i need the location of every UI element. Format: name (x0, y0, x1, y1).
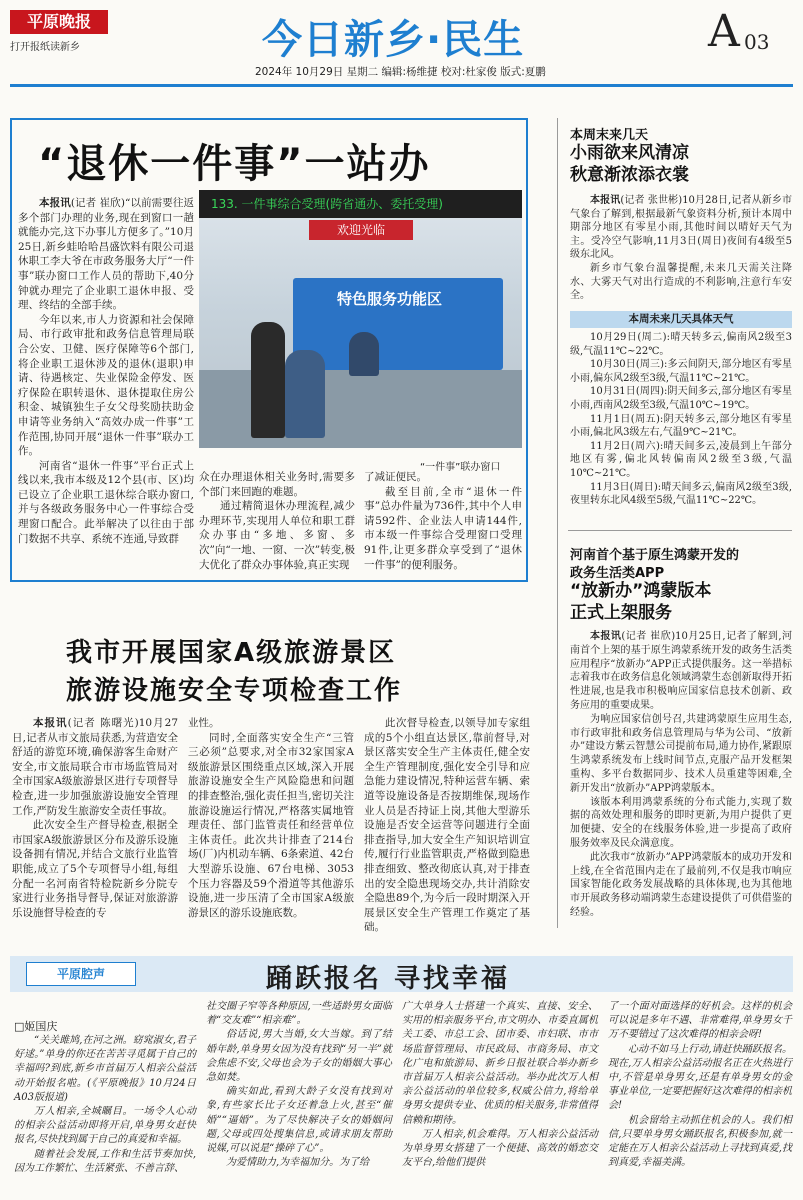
app-headline-1: “放新办”鸿蒙版本 (570, 581, 712, 601)
lead-column-1 (18, 196, 194, 546)
staff-figure (251, 322, 285, 438)
reporter: (记者 张世彬) (620, 195, 683, 206)
column-col-1 (14, 1034, 196, 1176)
column-col-3 (402, 1000, 598, 1170)
logo-slogan: 打开报纸读新乡 (10, 42, 80, 53)
newspaper-logo: 平原晚报 (10, 10, 108, 34)
lead-photo (199, 190, 522, 448)
app-paragraph (570, 630, 792, 713)
divider (568, 530, 792, 531)
app-body (570, 630, 792, 920)
column-paragraph: 心动不如马上行动,请赶快踊跃报名。现在,万人相亲公益活动报名正在火热进行中,不管是单身男女,还是有单身男女的金事业单位,一定要把握好这次难得的相亲机会! (608, 1043, 792, 1112)
app-paragraph: 该版本利用鸿蒙系统的分布式能力,实现了数据的高效处理和服务的即时更新,为用户提供了更加便捷、安全的在线服务体验,进一步提高了政府服务效率及民众满意度。 (570, 796, 792, 849)
scenic-paragraph: 此次安全生产督导检查,根据全市国家A级旅游景区分布及游乐设施设备拥有情况,并结合文旅行业监管职能,成立了5个专项督导小组,每组分配一名河南省特检院新乡分院专家进行业务指导督导,保证对旅游游乐设施督导检查的专 (12, 819, 178, 919)
byline: 本报讯 (590, 631, 622, 642)
column-col-2 (206, 1000, 392, 1170)
column-paragraph: “关关雎鸠,在河之洲。窈窕淑女,君子好逑。”单身的你还在苦苦寻觅属于自己的幸福吗?到底,新乡市首届万人相亲公益活动开始报名啦。(《平原晚报》10月24日A03版报道) (14, 1035, 196, 1103)
lead-paragraph: 截至目前,全市“退休一件事”总办件量为736件,其中个人申请592件、企业法人申请144件,市本级一件事综合受理窗口受理91件,让更多群众享受到了“退休一件事”的便利服务。 (364, 485, 522, 571)
section-title: 今日新乡·民生 (262, 17, 525, 63)
lead-paragraph: 今年以来,市人力资源和社会保障局、市行政审批和政务信息管理局联合公安、卫健、医疗保障等6个部门,将企业职工退休涉及的退休(退职)申请、待遇核定、失业保险金停发、医疗保险在职转退休、退休提取住房公积金、城镇独生子女父母奖励扶助金申请等业务纳入“高效办成一件事”工作范围,协同开展“退休一件事”联办工作。 (18, 313, 194, 458)
lead-column-3 (364, 470, 522, 572)
masthead (0, 0, 803, 88)
app-subhead-1: 河南首个基于原生鸿蒙开发的 (570, 548, 740, 563)
issue-meta: 2024年 10月29日 星期二 编辑:杨维捷 校对:杜家俊 版式:夏鹏 (255, 66, 546, 78)
lead-paragraph: 了减证便民。 (364, 471, 427, 483)
column-paragraph: 了一个面对面选择的好机会。这样的机会可以说是多年不遇、非常难得,单身男女千万不要错过了这次难得的相亲会呀! (608, 1001, 792, 1041)
app-subhead-2: 政务生活类APP (570, 566, 665, 581)
column-rule (557, 118, 558, 928)
app-headline-2: 正式上架服务 (570, 603, 672, 623)
weather-days (570, 331, 792, 508)
column-author: □姬国庆 (14, 1020, 58, 1033)
scenic-paragraph: 此次督导检查,以领导加专家组成的5个小组直达景区,靠前督导,对景区落实安全生产主体责任,健全安全生产管理制度,强化安全引导和应急能力建设情况,特种运营车辆、索道等设施设备是否按期维保,现场作业人员是否持证上岗,其他大型游乐设施是否安全运营等问题进行全面排查指导,加大安全生产知识培训宣传,履行行业监管职责,严格做到隐患排查细致、整改彻底认真,对于排查出的安全隐患现场交办,共计消除安全隐患89个,为今后一段时期深入开展景区安全生产管理工作奠定了基础。 (364, 717, 530, 934)
app-paragraph: 为响应国家信创号召,共建鸿蒙原生应用生态,市行政审批和政务信息管理局与华为公司、“放新办”建设方紫云智慧公司提前布局,通力协作,紧跟原生鸿蒙系统发布上线时间节点,克服产品开发框架重构、多平台数据同步、技术人员重建等困难,全新开发出“放新办”APP鸿蒙版本。 (570, 713, 792, 794)
service-counter (199, 370, 522, 448)
scenic-column-3 (364, 716, 530, 935)
page-letter: A (708, 6, 740, 57)
scenic-headline-1: 我市开展国家A级旅游景区 (66, 638, 397, 668)
lead-paragraph: 通过精简退休办理流程,减少办理环节,实现用人单位和职工群众办事由“多地、多窗、多次”向“一地、一窗、一次”转变,极大优化了群众办事体验,真正实现 (199, 500, 355, 571)
weather-day: 10月29日(周二):晴天转多云,偏南风2级至3级,气温11℃~22℃。 (570, 332, 792, 357)
reporter: (记者 崔欣) (70, 197, 125, 209)
column-paragraph: 社交圈子窄等各种原因,一些适龄男女面临着“交友难”“相亲难”。 (206, 1001, 392, 1027)
weather-day: 11月1日(周五):阴天转多云,部分地区有零星小雨,偏北风3级左右,气温9℃~21℃。 (570, 413, 792, 439)
reporter: (记者 崔欣) (621, 631, 676, 642)
welcome-sign: 欢迎光临 (309, 220, 413, 240)
lead-column-2 (199, 470, 355, 572)
masthead-rule (10, 84, 793, 87)
weather-headline-2: 秋意渐浓添衣裳 (570, 165, 689, 185)
column-col-4 (608, 1000, 792, 1170)
led-sign: 133. 一件事综合受理(跨省通办、委托受理) (199, 190, 522, 218)
scenic-headline-2: 旅游设施安全专项检查工作 (66, 676, 403, 706)
column-paragraph: 万人相亲,全城瞩目。一场令人心动的相亲公益活动即将开启,单身男女赶快报名,尽快找到属于自己的真爱和幸福。 (14, 1106, 196, 1146)
citizen-figure (285, 350, 325, 438)
weather-headline-1: 小雨欲来风清凉 (570, 143, 689, 163)
app-paragraph: 此次我市“放新办”APP鸿蒙版本的成功开发和上线,在全省范围内走在了最前列,不仅是我市响应国家智能化政务发展战略的具体体现,也为其他地市开展政务移动端鸿蒙生态建设提供了可供借鉴的经验。 (570, 851, 792, 918)
column-paragraph: 机会留给主动抓住机会的人。我们相信,只要单身男女踊跃报名,积极参加,就一定能在万人相亲公益活动上寻找到真爱,找到真爱,幸福美满。 (608, 1114, 792, 1169)
column-paragraph: 广大单身人士搭建一个真实、直接、安全、实用的相亲服务平台,市文明办、市委直属机关工委、市总工会、团市委、市妇联、市市场监督管理局、市民政局、市商务局、市文化广电和旅游局、新乡日报社联合举办新乡市首届万人相亲公益活动。举办此次万人相亲公益活动的单位较多,权威公信力,将给单身男女提供专业、优质的相关服务,非常值得信赖和期待。 (402, 1001, 598, 1126)
weather-day: 11月3日(周日):晴天间多云,偏南风2级至3级,夜里转东北风4级至5级,气温11℃~22℃。 (570, 481, 792, 507)
weather-body (570, 194, 792, 303)
clerk-figure (349, 332, 379, 376)
lead-paragraph (18, 196, 194, 313)
weather-day: 10月31日(周四):阴天间多云,部分地区有零星小雨,西南风2级至3级,气温10℃~19℃。 (570, 386, 792, 411)
weather-day: 10月30日(周三):多云间阴天,部分地区有零星小雨,偏东风2级至3级,气温11℃~21℃。 (570, 359, 792, 384)
column-paragraph: 确实如此,看到大龄子女没有找到对象,有些家长比子女还着急上火,甚至“催婚”“逼婚”。为了尽快解决子女的婚姻问题,父母或四处搜集信息,或请求朋友帮助说媒,可以说是“操碎了心”。 (206, 1086, 392, 1155)
weather-table-title: 本周未来几天具体天气 (570, 311, 792, 328)
column-paragraph: 万人相亲,机会难得。万人相亲公益活动为单身男女搭建了一个便捷、高效的婚恋交友平台,给他们提供 (402, 1128, 598, 1169)
lead-paragraph: 河南省“退休一件事”平台正式上线以来,我市本级及12个县(市、区)均已设立了企业职工退休综合联办窗口,并与各级政务服务中心一件事综合受理窗口配合。此举解决了以往由于部门数据不共享、系统不连通,导致群 (18, 459, 194, 545)
photo-caption: “一件事”联办窗口 (420, 462, 501, 473)
weather-paragraph: 新乡市气象台温馨提醒,未来几天需关注降水、大雾天气对出行造成的不利影响,注意行车安全。 (570, 262, 792, 302)
weather-subhead: 本周末来几天 (570, 128, 649, 143)
weather-text: 10月28日,记者从新乡市气象台了解到,根据最新气象资料分析,预计本周中期部分地区有零星小雨,其他时间以晴好天气为主。受冷空气影响,11月3日(周日)夜间有4级至5级东北风。 (570, 195, 793, 261)
scenic-paragraph: 业性。 (188, 717, 220, 729)
scenic-column-2 (188, 716, 354, 920)
byline: 本报讯 (590, 195, 621, 206)
column-paragraph: 随着社会发展,工作和生活节奏加快,因为工作繁忙、生活紧张、不善言辞、 (14, 1148, 196, 1174)
byline: 本报讯 (33, 717, 68, 729)
service-panel-text: 特色服务功能区 (337, 290, 443, 308)
column-headline: 踊跃报名 寻找幸福 (266, 964, 511, 994)
scenic-paragraph: 同时,全面落实安全生产“三管三必须”总要求,对全市32家国家A级旅游景区围绕重点区域,深入开展旅游设施安全生产风险隐患和问题的排查整治,强化责任担当,密切关注旅游设施运行情况,严格落实属地管理责任、部门监管责任和经营单位主体责任。此次共计排查了214台场(厂)内机动车辆、6条索道、42台大型游乐设施、67台电梯、3053个压力容器及59个滑道等其他游乐设施,进一步压清了全市国家A级旅游景区的游乐设施底数。 (188, 731, 354, 919)
scenic-column-1 (12, 716, 178, 920)
scenic-text: 10月27日,记者从市文旅局获悉,为营造安全舒适的游览环境,确保游客生命财产安全,市文旅局联合市市场监管局对全市国家A级旅游景区进行专项督导检查,进一步加强旅游设施安全管理工作,严防发生旅游安全责任事故。 (12, 717, 178, 817)
reporter: (记者 陈曙光) (67, 717, 139, 729)
column-tag: 平原腔声 (26, 962, 136, 986)
lead-text: “以前需要往返多个部门办理的业务,现在到窗口一趟就能办完,这下办事儿方便多了。”10月25日,新乡蛙哈哈昌盛饮料有限公司退休职工李大爷在市政务服务大厅“一件事”联办窗口工作人员的帮助下,40分钟就办理完了企业职工退休申报、受理、终结的全部手续。 (18, 197, 195, 312)
column-paragraph: 为爱情助力,为幸福加分。为了给 (226, 1157, 370, 1169)
page-number: 03 (744, 30, 770, 54)
lead-headline: “退休一件事”一站办 (38, 141, 431, 187)
scenic-paragraph (12, 716, 178, 818)
column-paragraph: 俗话说,男大当婚,女大当嫁。到了结婚年龄,单身男女因为没有找到“另一半”就会焦虑不安,父母也会为子女的婚姻大事心急如焚。 (206, 1029, 392, 1084)
weather-day: 11月2日(周六):晴天间多云,凌晨到上午部分地区有雾,偏北风转偏南风2级至3级,气温10℃~21℃。 (570, 440, 792, 479)
lead-paragraph: 众在办理退休相关业务时,需要多个部门来回跑的难题。 (199, 471, 355, 498)
byline: 本报讯 (39, 197, 71, 209)
weather-paragraph (570, 194, 792, 262)
app-text: 10月25日,记者了解到,河南首个上架的基于原生鸿蒙系统开发的政务生活类应用程序“放新办”APP正式提供服务。这一举措标志着我市在政务信息化领域鸿蒙生态创新取得开拓性进展,也是我市积极响应国家信息技术创新、政务应用的重要成果。 (570, 631, 793, 711)
